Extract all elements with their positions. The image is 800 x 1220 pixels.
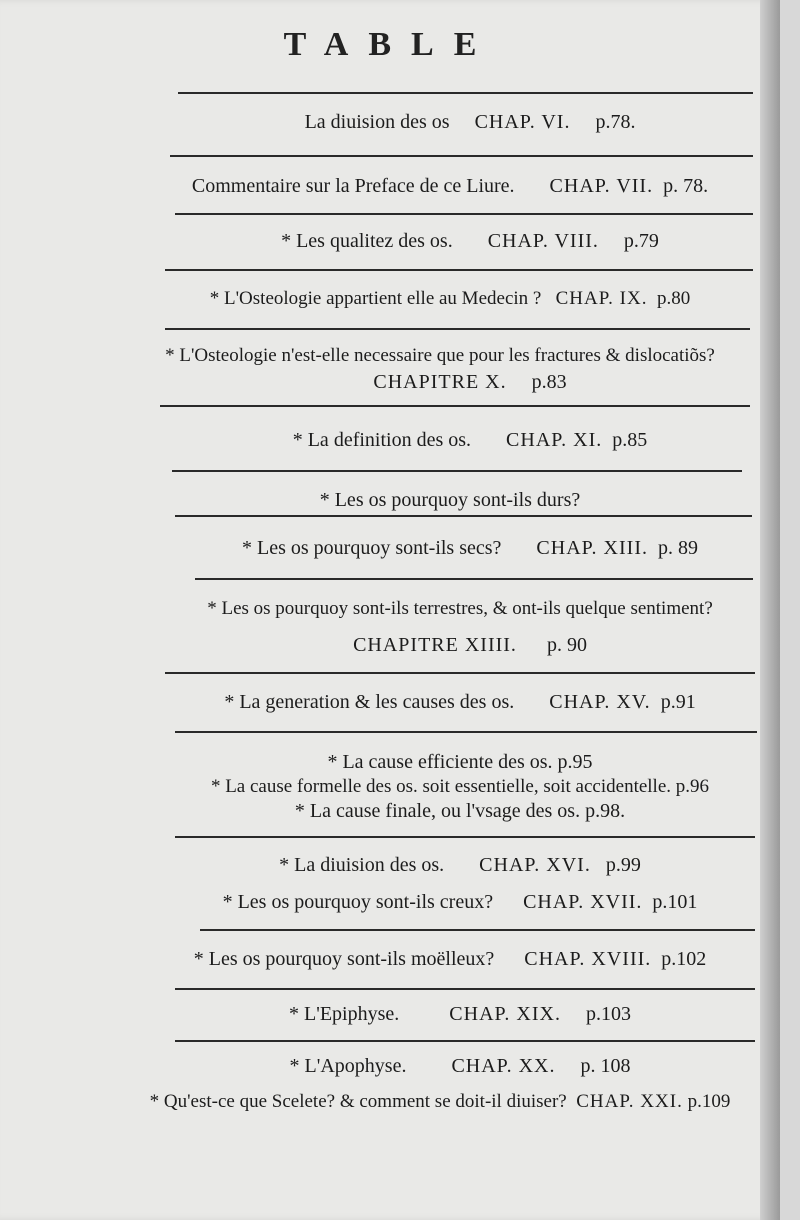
- toc-entry: [130, 287, 770, 311]
- divider: [195, 578, 753, 580]
- entry-text: * L'Osteologie n'est-elle necessaire que pour les fractures & dislocatiõs?: [165, 345, 715, 366]
- toc-entry: [140, 853, 780, 877]
- entry-chapter: CHAP. VIII.: [487, 230, 599, 252]
- toc-entry: [130, 947, 770, 971]
- toc-entry: [140, 775, 780, 799]
- divider: [165, 672, 755, 674]
- entry-page: p. 89: [657, 537, 698, 559]
- divider: [165, 328, 750, 330]
- entry-chapter: CHAP. VI.: [474, 111, 571, 133]
- entry-page: p.91: [660, 691, 696, 713]
- divider: [175, 988, 755, 990]
- toc-entry-continuation: [150, 370, 790, 394]
- toc-entry: [130, 174, 770, 198]
- toc-entry-continuation: [150, 633, 790, 657]
- entry-chapter: CHAP. XXI.: [576, 1091, 683, 1112]
- toc-entry: [130, 488, 770, 512]
- entry-chapter: CHAP. XVI.: [479, 854, 591, 876]
- entry-text: * Les os pourquoy sont-ils secs?: [242, 537, 502, 559]
- entry-text: * La definition des os.: [292, 429, 472, 451]
- entry-page: p.99: [605, 854, 641, 876]
- toc-entry: [140, 750, 780, 774]
- toc-entry: [150, 536, 790, 560]
- entry-chapter: CHAP. IX.: [555, 288, 648, 309]
- entry-page: p.83: [531, 371, 567, 393]
- divider: [160, 405, 750, 407]
- entry-text: * Les os pourquoy sont-ils terrestres, & ont-ils quelque sentiment?: [207, 598, 713, 619]
- divider: [175, 731, 757, 733]
- entry-text: * L'Apophyse.: [289, 1055, 407, 1077]
- entry-page: p.78.: [595, 111, 636, 133]
- entry-text: * L'Osteologie appartient elle au Medecin ?: [209, 288, 542, 309]
- entry-page: p.101: [652, 891, 698, 913]
- toc-entry: [140, 597, 780, 621]
- entry-text: * La cause finale, ou l'vsage des os. p.98.: [294, 800, 626, 822]
- entry-page: p.102: [661, 948, 707, 970]
- entry-text: * Qu'est-ce que Scelete? & comment se doit-il diuiser?: [149, 1091, 567, 1112]
- entry-text: * La cause efficiente des os. p.95: [327, 751, 593, 773]
- entry-text: * La diuision des os.: [279, 854, 445, 876]
- entry-page: p. 78.: [663, 175, 709, 197]
- entry-chapter: CHAP. XVII.: [523, 891, 643, 913]
- divider: [172, 470, 742, 472]
- toc-entry: [150, 229, 790, 253]
- toc-entry: [140, 799, 780, 823]
- entry-page: p. 108: [580, 1055, 631, 1077]
- divider: [175, 836, 755, 838]
- entry-page: p.85: [612, 429, 648, 451]
- entry-page: p.103: [585, 1003, 631, 1025]
- divider: [178, 92, 753, 94]
- divider: [175, 515, 752, 517]
- entry-text: * Les os pourquoy sont-ils moëlleux?: [193, 948, 495, 970]
- toc-entry: [140, 690, 780, 714]
- entry-chapter: CHAP. XI.: [506, 429, 603, 451]
- divider: [175, 1040, 755, 1042]
- entry-text: * La cause formelle des os. soit essentielle, soit accidentelle. p.96: [210, 776, 710, 797]
- entry-text: * Les qualitez des os.: [281, 230, 453, 252]
- toc-entry: [140, 1002, 780, 1026]
- entry-text: La diuision des os: [304, 111, 450, 133]
- divider: [175, 213, 753, 215]
- toc-entry: [140, 1054, 780, 1078]
- entry-text: * La generation & les causes des os.: [224, 691, 515, 713]
- entry-text: * Les os pourquoy sont-ils durs?: [319, 489, 581, 511]
- divider: [170, 155, 753, 157]
- entry-chapter: CHAP. XVIII.: [524, 948, 652, 970]
- entry-chapter: CHAP. XIX.: [449, 1003, 561, 1025]
- entry-text: Commentaire sur la Preface de ce Liure.: [191, 175, 515, 197]
- entry-chapter: CHAP. XIII.: [536, 537, 648, 559]
- entry-text: * L'Epiphyse.: [289, 1003, 400, 1025]
- toc-entry: [140, 890, 780, 914]
- entry-page: p.109: [687, 1091, 731, 1112]
- entry-chapter: CHAPITRE X.: [373, 371, 507, 393]
- divider: [165, 269, 753, 271]
- divider: [200, 929, 755, 931]
- entry-page: p.80: [656, 288, 691, 309]
- entry-text: * Les os pourquoy sont-ils creux?: [222, 891, 494, 913]
- toc-entry: [150, 110, 790, 134]
- entry-chapter: CHAP. XX.: [451, 1055, 556, 1077]
- entry-chapter: CHAP. VII.: [549, 175, 654, 197]
- entry-page: p. 90: [546, 634, 587, 656]
- page-title: TABLE: [283, 26, 497, 63]
- toc-entry: [120, 344, 760, 368]
- toc-entry: [150, 428, 790, 452]
- entry-page: p.79: [623, 230, 659, 252]
- toc-entry: [120, 1090, 760, 1114]
- entry-chapter: CHAPITRE XIIII.: [353, 634, 517, 656]
- entry-chapter: CHAP. XV.: [549, 691, 651, 713]
